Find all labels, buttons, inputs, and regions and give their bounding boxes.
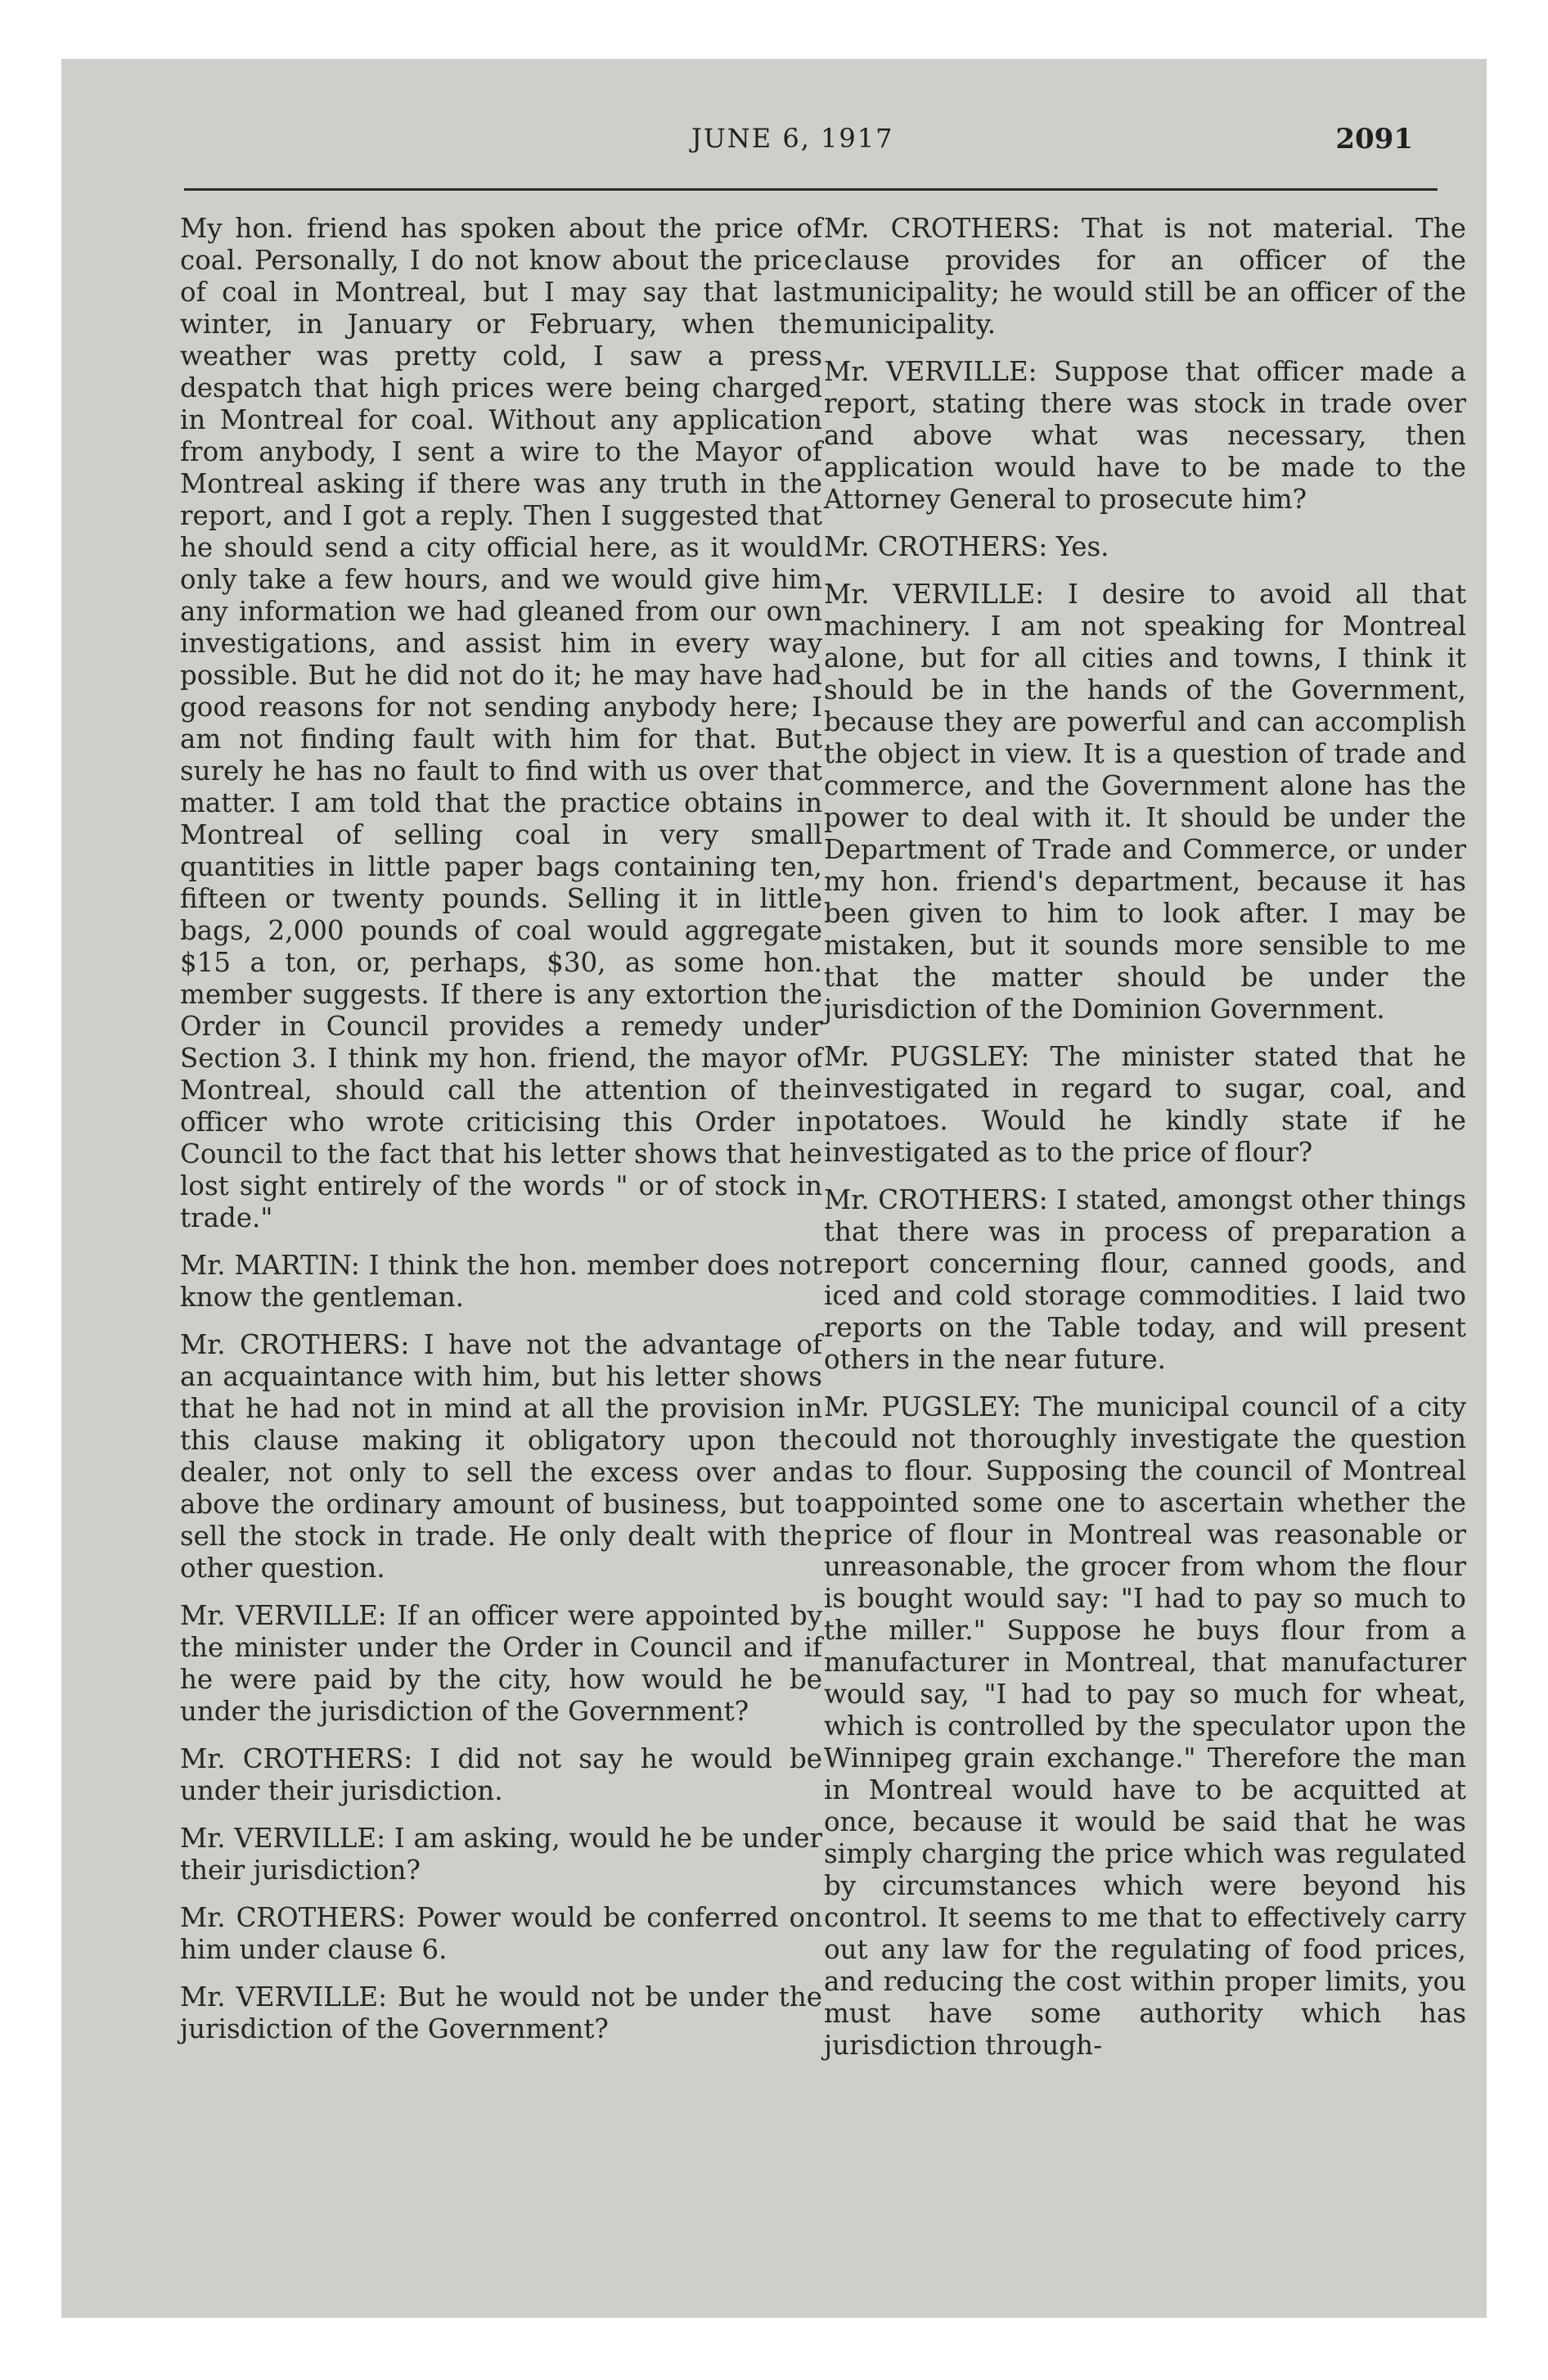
left-column bbox=[180, 213, 822, 2061]
paragraph: Mr. CROTHERS: Power would be conferred on him under clause 6. bbox=[180, 1902, 822, 1965]
paragraph: Mr. VERVILLE: I am asking, would he be under their jurisdiction? bbox=[180, 1823, 822, 1886]
paragraph: Mr. CROTHERS: Yes. bbox=[824, 531, 1109, 562]
paragraph: Mr. VERVILLE: But he would not be under the jurisdiction of the Government? bbox=[180, 1981, 822, 2044]
page-header bbox=[61, 123, 1487, 180]
paragraph: Mr. VERVILLE: I desire to avoid all that machinery. I am not speaking for Montreal alone, but for all cities and towns, I think it should be in the hands of the Government, because they are powerful and can accomplish the object in view. It is a question of trade and commerce, and the Government alone has the power to deal with it. It should be under the Department of Trade and Commerce, or under my hon. friend's department, because it has been given to him to look after. I may be mistaken, but it sounds more sensible to me that the matter should be under the jurisdiction of the Dominion Government. bbox=[824, 579, 1466, 1025]
header-rule bbox=[184, 188, 1438, 191]
right-column bbox=[824, 213, 1466, 2077]
paragraph: Mr. PUGSLEY: The municipal council of a city could not thoroughly investigate the question as to flour. Supposing the council of Montreal appointed some one to ascertain whether the price of flour in Montreal was reasonable or unreasonable, the grocer from whom the flour is bought would say: "I had to pay so much to the miller." Suppose he buys flour from a manufacturer in Montreal, that manufacturer would say, "I had to pay so much for wheat, which is controlled by the speculator upon the Winnipeg grain exchange." Therefore the man in Montreal would have to be acquitted at once, because it would be said that he was simply charging the price which was regulated by circumstances which were beyond his control. It seems to me that to effectively carry out any law for the regulating of food prices, and reducing the cost within proper limits, you must have some authority which has jurisdiction through- bbox=[824, 1391, 1466, 2061]
header-date: JUNE 6, 1917 bbox=[691, 123, 894, 154]
scanned-page bbox=[61, 59, 1487, 2318]
paragraph: Mr. CROTHERS: I have not the advantage of an acquaintance with him, but his letter shows that he had not in mind at all the provision in this clause making it obligatory upon the dealer, not only to sell the excess over and above the ordinary amount of business, but to sell the stock in trade. He only dealt with the other question. bbox=[180, 1329, 822, 1584]
paragraph: Mr. PUGSLEY: The minister stated that he investigated in regard to sugar, coal, and potatoes. Would he kindly state if he investigated as to the price of flour? bbox=[824, 1041, 1466, 1168]
paragraph: Mr. CROTHERS: I stated, amongst other things that there was in process of preparation a report concerning flour, canned goods, and iced and cold storage commodities. I laid two reports on the Table today, and will present others in the near future. bbox=[824, 1184, 1466, 1375]
paragraph: Mr. MARTIN: I think the hon. member does not know the gentleman. bbox=[180, 1250, 822, 1313]
paragraph: Mr. VERVILLE: If an officer were appointed by the minister under the Order in Council and if he were paid by the city, how would he be under the jurisdiction of the Government? bbox=[180, 1600, 822, 1727]
paragraph: Mr. VERVILLE: Suppose that officer made a report, stating there was stock in trade over and above what was necessary, then application would have to be made to the Attorney General to prosecute him? bbox=[824, 356, 1466, 515]
paragraph: Mr. CROTHERS: I did not say he would be under their jurisdiction. bbox=[180, 1743, 822, 1806]
page-number: 2091 bbox=[1335, 123, 1413, 156]
paragraph: My hon. friend has spoken about the price of coal. Personally, I do not know about the price of coal in Montreal, but I may say that last winter, in January or February, when the weather was pretty cold, I saw a press despatch that high prices were being charged in Montreal for coal. Without any application from anybody, I sent a wire to the Mayor of Montreal asking if there was any truth in the report, and I got a reply. Then I suggested that he should send a city official here, as it would only take a few hours, and we would give him any information we had gleaned from our own investigations, and assist him in every way possible. But he did not do it; he may have had good reasons for not sending anybody here; I am not finding fault with him for that. But surely he has no fault to find with us over that matter. I am told that the practice obtains in Montreal of selling coal in very small quantities in little paper bags containing ten, fifteen or twenty pounds. Selling it in little bags, 2,000 pounds of coal would aggregate $15 a ton, or, perhaps, $30, as some hon. member suggests. If there is any extortion the Order in Council provides a remedy under Section 3. I think my hon. friend, the mayor of Montreal, should call the attention of the officer who wrote criticising this Order in Council to the fact that his letter shows that he lost sight entirely of the words " or of stock in trade." bbox=[180, 213, 822, 1233]
paragraph: Mr. CROTHERS: That is not material. The clause provides for an officer of the municipality; he would still be an officer of the municipality. bbox=[824, 213, 1466, 340]
